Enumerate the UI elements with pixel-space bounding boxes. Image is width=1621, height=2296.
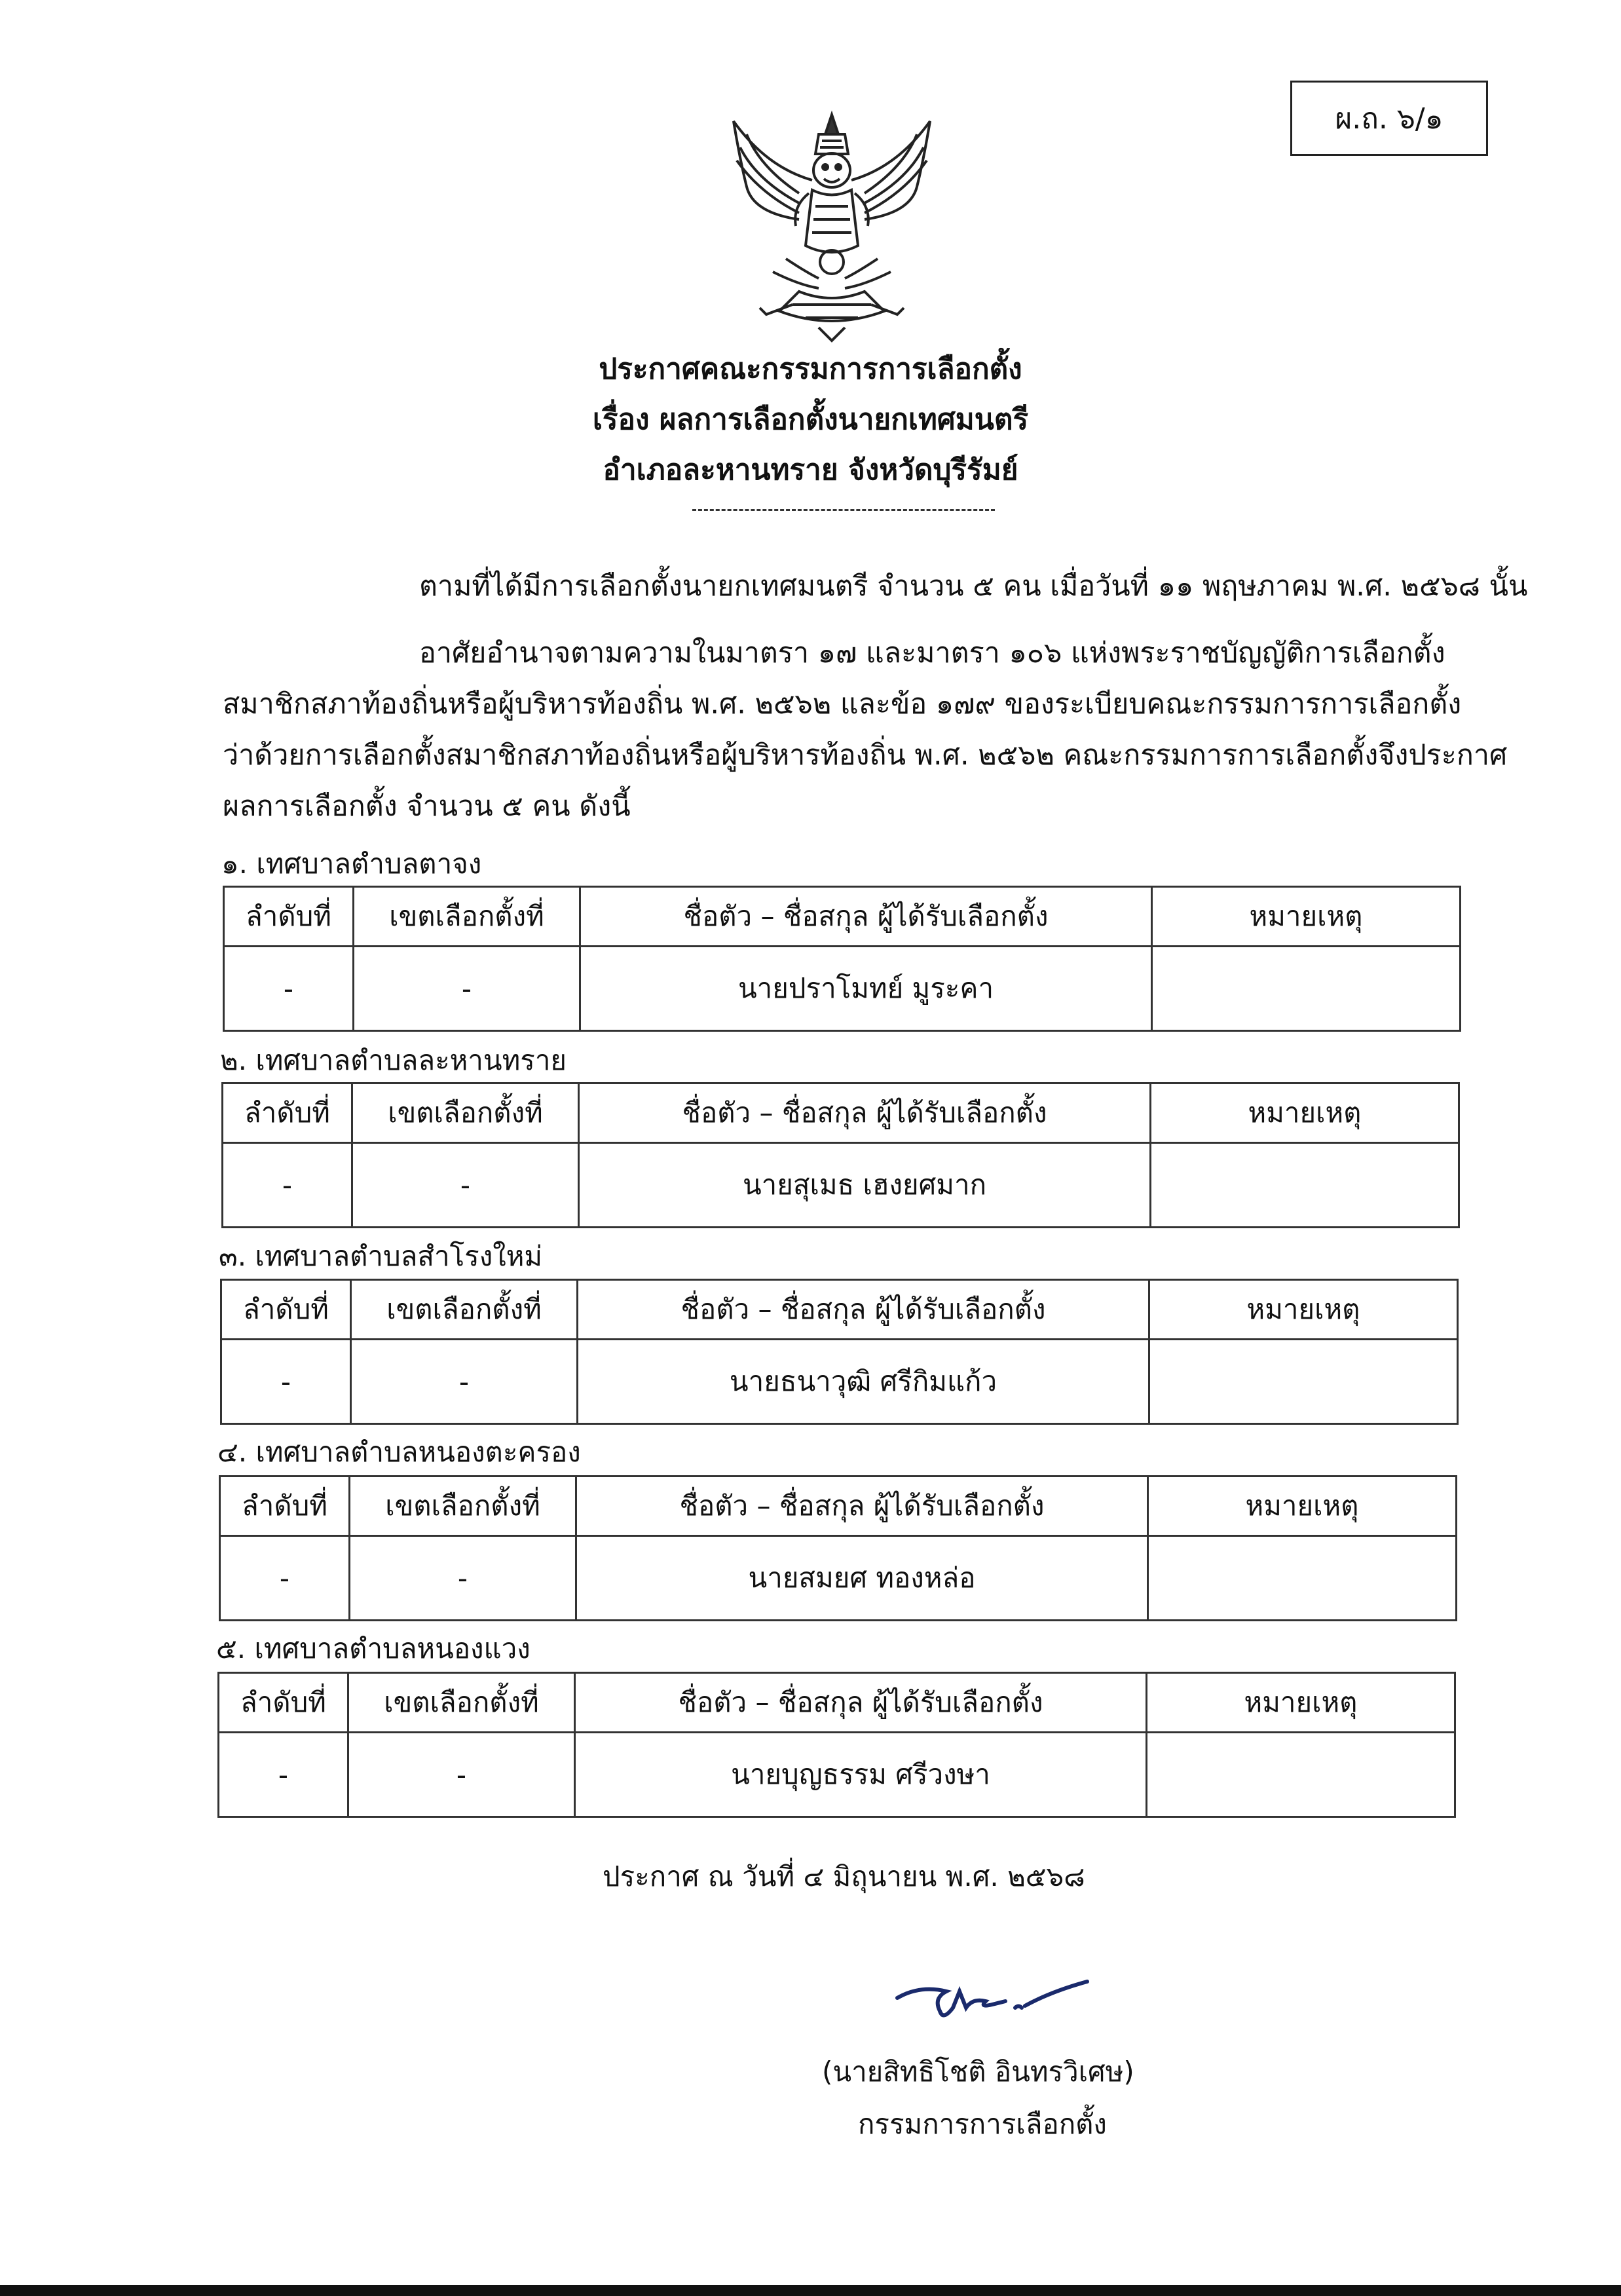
cell-name: นายสมยศ ทองหล่อ: [576, 1536, 1148, 1621]
table-row: [224, 947, 1461, 1031]
header-remark: หมายเหตุ: [1152, 887, 1461, 947]
form-code-box: [1290, 81, 1488, 156]
cell-order: -: [224, 947, 354, 1031]
cell-district: -: [354, 947, 580, 1031]
header-line-2: เรื่อง ผลการเลือกตั้งนายกเทศมนตรี: [592, 403, 1029, 436]
section-title: ๑. เทศบาลตำบลตาจง: [221, 848, 482, 880]
cell-name: นายบุญธรรม ศรีวงษา: [575, 1733, 1147, 1817]
header-name: ชื่อตัว – ชื่อสกุล ผู้ได้รับเลือกตั้ง: [576, 1477, 1148, 1536]
header-district: เขตเลือกตั้งที่: [351, 1280, 578, 1340]
header-name: ชื่อตัว – ชื่อสกุล ผู้ได้รับเลือกตั้ง: [575, 1673, 1147, 1733]
result-table: [221, 1082, 1460, 1228]
header-district: เขตเลือกตั้งที่: [350, 1477, 576, 1536]
header-district: เขตเลือกตั้งที่: [348, 1673, 575, 1733]
cell-district: -: [352, 1143, 579, 1228]
body-paragraph-2-line-3: ว่าด้วยการเลือกตั้งสมาชิกสภาท้องถิ่นหรือผู้บริหารท้องถิ่น พ.ศ. ๒๕๖๒ คณะกรรมการการเลือกตั้งจึงประกาศ: [223, 739, 1508, 772]
table-header-row: [220, 1477, 1457, 1536]
header-order: ลำดับที่: [224, 887, 354, 947]
header-divider: [692, 509, 995, 511]
header-order: ลำดับที่: [220, 1477, 350, 1536]
header-order: ลำดับที่: [223, 1083, 352, 1143]
cell-name: นายปราโมทย์ มูระคา: [580, 947, 1152, 1031]
table-header-row: [219, 1673, 1455, 1733]
result-table: [217, 1672, 1456, 1818]
header-remark: หมายเหตุ: [1148, 1477, 1457, 1536]
table-header-row: [224, 887, 1461, 947]
header-remark: หมายเหตุ: [1151, 1083, 1459, 1143]
result-table: [220, 1279, 1459, 1425]
table-row: [220, 1536, 1457, 1621]
header-remark: หมายเหตุ: [1147, 1673, 1455, 1733]
cell-remark: [1147, 1733, 1455, 1817]
cell-name: นายธนาวุฒิ ศรีกิมแก้ว: [578, 1340, 1149, 1424]
table-row: [221, 1340, 1458, 1424]
signature-icon: [894, 1972, 1090, 2024]
header-line-3: อำเภอละหานทราย จังหวัดบุรีรัมย์: [603, 453, 1018, 487]
table-header-row: [221, 1280, 1458, 1340]
header-order: ลำดับที่: [219, 1673, 348, 1733]
garuda-emblem-icon: [720, 108, 943, 344]
header-line-1: ประกาศคณะกรรมการการเลือกตั้ง: [599, 352, 1022, 386]
section-title: ๔. เทศบาลตำบลหนองตะครอง: [217, 1436, 581, 1468]
header-name: ชื่อตัว – ชื่อสกุล ผู้ได้รับเลือกตั้ง: [579, 1083, 1151, 1143]
cell-district: -: [348, 1733, 575, 1817]
cell-remark: [1152, 947, 1461, 1031]
cell-district: -: [351, 1340, 578, 1424]
body-paragraph-2-line-2: สมาชิกสภาท้องถิ่นหรือผู้บริหารท้องถิ่น พ.ศ. ๒๕๖๒ และข้อ ๑๗๙ ของระเบียบคณะกรรมการการเลือกตั้ง: [223, 688, 1462, 721]
cell-order: -: [219, 1733, 348, 1817]
section-title: ๒. เทศบาลตำบลละหานทราย: [220, 1044, 567, 1076]
header-remark: หมายเหตุ: [1149, 1280, 1458, 1340]
form-code: ผ.ถ. ๖/๑: [1335, 102, 1444, 136]
cell-order: -: [220, 1536, 350, 1621]
scan-edge-bar: [0, 2285, 1621, 2296]
header-district: เขตเลือกตั้งที่: [354, 887, 580, 947]
table-header-row: [223, 1083, 1459, 1143]
result-table: [219, 1475, 1457, 1621]
section-title: ๕. เทศบาลตำบลหนองแวง: [216, 1632, 531, 1665]
body-paragraph-2-line-4: ผลการเลือกตั้ง จำนวน ๕ คน ดังนี้: [223, 790, 631, 823]
header-name: ชื่อตัว – ชื่อสกุล ผู้ได้รับเลือกตั้ง: [578, 1280, 1149, 1340]
cell-remark: [1149, 1340, 1458, 1424]
header-name: ชื่อตัว – ชื่อสกุล ผู้ได้รับเลือกตั้ง: [580, 887, 1152, 947]
body-paragraph-1: ตามที่ได้มีการเลือกตั้งนายกเทศมนตรี จำนวน ๕ คน เมื่อวันที่ ๑๑ พฤษภาคม พ.ศ. ๒๕๖๘ นั้น: [419, 570, 1528, 603]
cell-order: -: [221, 1340, 351, 1424]
signer-name: (นายสิทธิโชติ อินทรวิเศษ): [822, 2056, 1134, 2088]
cell-district: -: [350, 1536, 576, 1621]
result-table: [223, 886, 1461, 1032]
header-district: เขตเลือกตั้งที่: [352, 1083, 579, 1143]
cell-remark: [1151, 1143, 1459, 1228]
announcement-date: ประกาศ ณ วันที่ ๔ มิถุนายน พ.ศ. ๒๕๖๘: [603, 1860, 1085, 1892]
cell-remark: [1148, 1536, 1457, 1621]
header-order: ลำดับที่: [221, 1280, 351, 1340]
table-row: [223, 1143, 1459, 1228]
body-paragraph-2-line-1: อาศัยอำนาจตามความในมาตรา ๑๗ และมาตรา ๑๐๖ แห่งพระราชบัญญัติการเลือกตั้ง: [419, 637, 1445, 669]
signer-position: กรรมการการเลือกตั้ง: [858, 2108, 1107, 2140]
section-title: ๓. เทศบาลตำบลสำโรงใหม่: [219, 1240, 543, 1272]
cell-name: นายสุเมธ เฮงยศมาก: [579, 1143, 1151, 1228]
table-row: [219, 1733, 1455, 1817]
cell-order: -: [223, 1143, 352, 1228]
